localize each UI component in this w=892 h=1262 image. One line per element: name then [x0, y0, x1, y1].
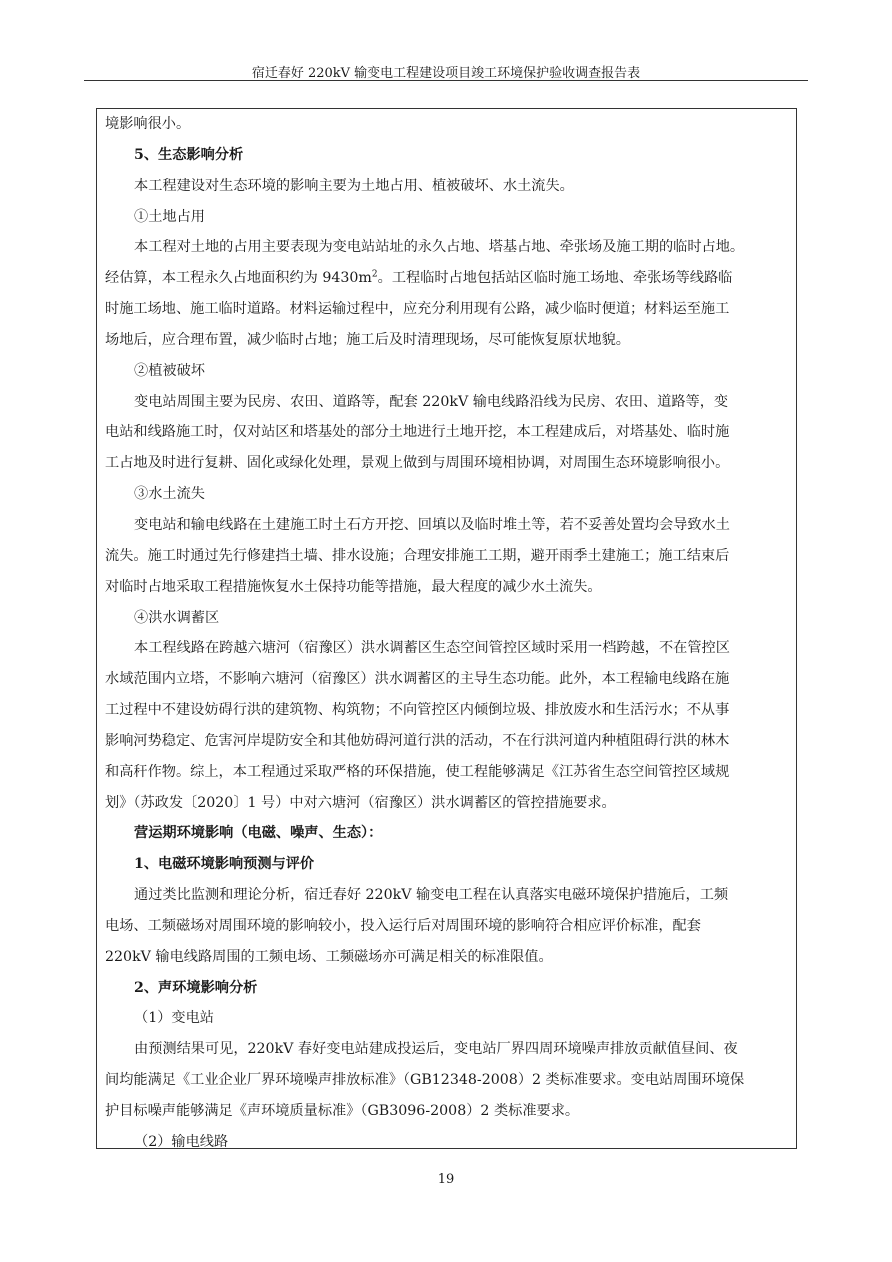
page-header-title: 宿迁春好 220kV 输变电工程建设项目竣工环境保护验收调查报告表 — [251, 66, 641, 81]
section-heading: 5、生态影响分析 — [134, 146, 244, 163]
paragraph-line: 电站和线路施工时，仅对站区和塔基处的部分土地进行土地开挖，本工程建成后，对塔基处、临时施 — [105, 424, 730, 441]
subsection-heading: ②植被破坏 — [134, 362, 205, 379]
paragraph-line: 护目标噪声能够满足《声环境质量标准》（GB3096-2008）2 类标准要求。 — [105, 1103, 580, 1119]
superscript: 2 — [371, 269, 378, 280]
paragraph-line: 间均能满足《工业企业厂界环境噪声排放标准》（GB12348-2008）2 类标准要求。变电站周围环境保 — [105, 1072, 745, 1089]
subsection-heading: ①土地占用 — [134, 208, 205, 225]
line-text: 。工程临时占地包括站区临时施工场地、牵张场等线路临 — [377, 270, 733, 287]
paragraph-line: 由预测结果可见，220kV 春好变电站建成投运后，变电站厂界四周环境噪声排放贡献值昼间、夜 — [134, 1041, 738, 1058]
paragraph-line: 工过程中不建设妨碍行洪的建筑物、构筑物；不向管控区内倾倒垃圾、排放废水和生活污水；不从事 — [105, 702, 730, 719]
paragraph-line: 本工程对土地的占用主要表现为变电站站址的永久占地、塔基占地、牵张场及施工期的临时占地。 — [134, 239, 745, 256]
paragraph-line: 流失。施工时通过先行修建挡土墙、排水设施；合理安排施工工期，避开雨季土建施工；施工结束后 — [105, 547, 730, 564]
paragraph-line: 影响河势稳定、危害河岸堤防安全和其他妨碍河道行洪的活动，不在行洪河道内种植阻碍行洪的林木 — [105, 732, 730, 749]
paragraph-line: 工占地及时进行复耕、固化或绿化处理，景观上做到与周围环境相协调，对周围生态环境影响很小。 — [105, 455, 730, 472]
subsection-heading: ④洪水调蓄区 — [134, 609, 220, 626]
paragraph-line: 境影响很小。 — [105, 116, 191, 132]
subsection-heading: ③水土流失 — [134, 486, 205, 503]
paragraph-line — [105, 263, 788, 294]
content-table-cell — [96, 108, 797, 1149]
paragraph-line: 变电站周围主要为民房、农田、道路等，配套 220kV 输电线路沿线为民房、农田、道路等，变 — [134, 393, 729, 410]
section-heading: 1、电磁环境影响预测与评价 — [134, 856, 315, 873]
page-number: 19 — [437, 1172, 455, 1187]
paragraph-line: 水域范围内立塔，不影响六塘河（宿豫区）洪水调蓄区的主导生态功能。此外，本工程输电线路在施 — [105, 671, 730, 688]
paragraph-line: 场地后，应合理布置，减少临时占地；施工后及时清理现场，尽可能恢复原状地貌。 — [105, 331, 630, 348]
paragraph-line: 本工程建设对生态环境的影响主要为土地占用、植被破坏、水土流失。 — [134, 177, 574, 194]
paragraph-line: 通过类比监测和理论分析，宿迁春好 220kV 输变电工程在认真落实电磁环境保护措施后，工频 — [134, 887, 729, 904]
subsection-heading: （2）输电线路 — [134, 1133, 229, 1150]
section-heading: 2、声环境影响分析 — [134, 979, 258, 996]
paragraph-line: 划》（苏政发〔2020〕1 号）中对六塘河（宿豫区）洪水调蓄区的管控措施要求。 — [105, 794, 616, 811]
paragraph-line: 220kV 输电线路周围的工频电场、工频磁场亦可满足相关的标准限值。 — [105, 948, 553, 965]
paragraph-line: 电场、工频磁场对周围环境的影响较小，投入运行后对周围环境的影响符合相应评价标准，配套 — [105, 917, 701, 934]
subsection-heading: （1）变电站 — [134, 1010, 214, 1027]
paragraph-line: 和高秆作物。综上，本工程通过采取严格的环保措施，使工程能够满足《江苏省生态空间管控区域规 — [105, 763, 730, 780]
line-text: 经估算，本工程永久占地面积约为 9430m — [105, 270, 372, 287]
paragraph-line: 对临时占地采取工程措施恢复水土保持功能等措施，最大程度的减少水土流失。 — [105, 578, 602, 595]
section-heading: 营运期环境影响（电磁、噪声、生态）： — [134, 825, 383, 842]
paragraph-line: 本工程线路在跨越六塘河（宿豫区）洪水调蓄区生态空间管控区域时采用一档跨越，不在管控区 — [134, 640, 730, 657]
paragraph-line: 变电站和输电线路在土建施工时土石方开挖、回填以及临时堆土等，若不妥善处置均会导致水土 — [134, 516, 730, 533]
paragraph-line: 时施工场地、施工临时道路。材料运输过程中，应充分利用现有公路，减少临时便道；材料运至施工 — [105, 301, 730, 318]
header-rule — [84, 80, 808, 81]
